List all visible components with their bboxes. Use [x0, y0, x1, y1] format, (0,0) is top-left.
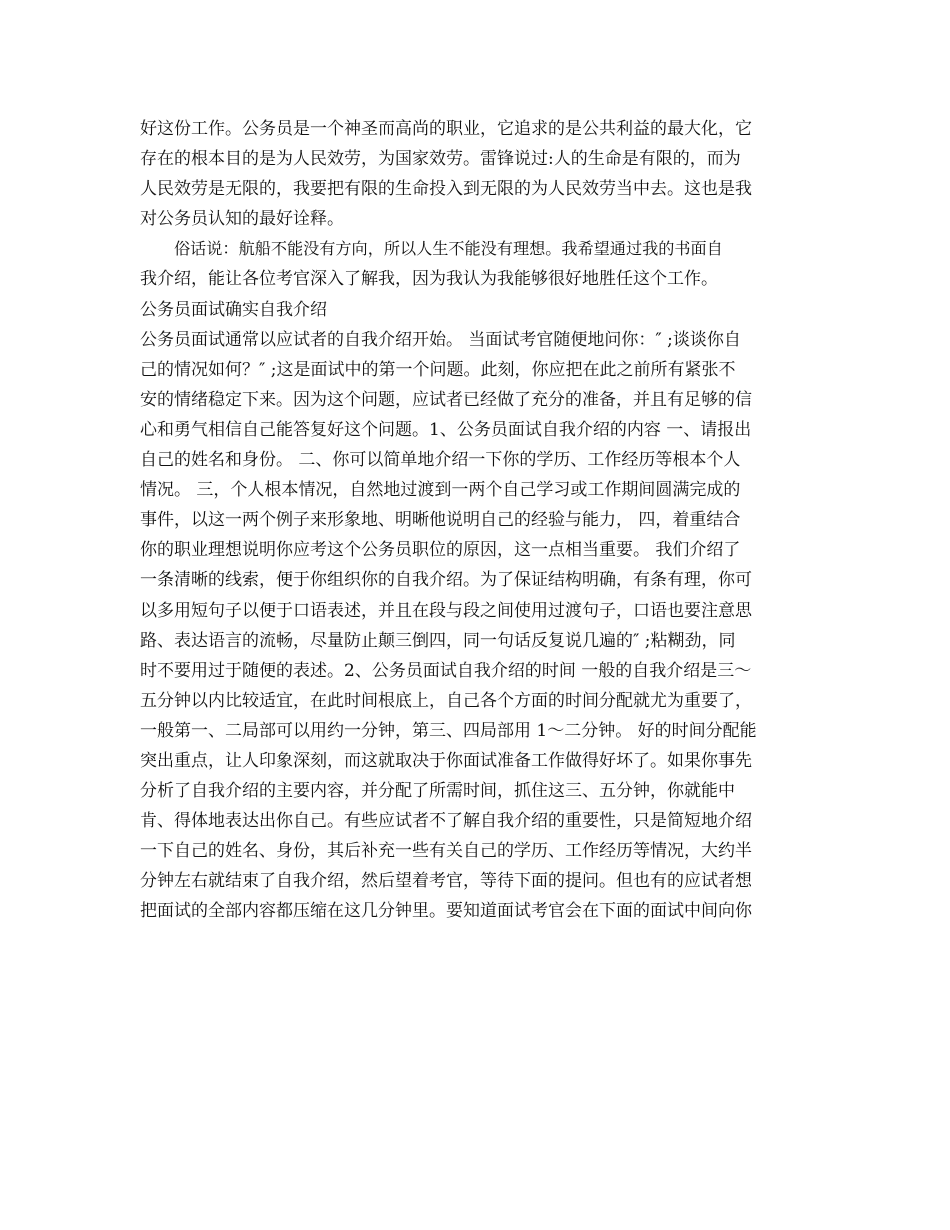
text-line: 存在的根本目的是为人民效劳，为国家效劳。雷锋说过:人的生命是有限的，而为: [140, 149, 741, 170]
text-line: 人民效劳是无限的，我要把有限的生命投入到无限的为人民效劳当中去。这也是我: [140, 179, 752, 200]
text-line: 把面试的全部内容都压缩在这几分钟里。要知道面试考官会在下面的面试中间向你: [140, 901, 752, 922]
text-line: 心和勇气相信自己能答复好这个问题。1、公务员面试自我介绍的内容 一、请报出: [140, 419, 752, 440]
text-line: 以多用短句子以便于口语表述，并且在段与段之间使用过渡句子，口语也要注意思: [140, 600, 752, 621]
text-line: 肯、得体地表达出你自己。有些应试者不了解自我介绍的重要性，只是简短地介绍: [140, 811, 752, 832]
text-line: 你的职业理想说明你应考这个公务员职位的原因，这一点相当重要。 我们介绍了: [140, 540, 741, 561]
text-line: 公务员面试通常以应试者的自我介绍开始。 当面试考官随便地问你：″ ;谈谈你自: [140, 329, 741, 350]
text-line: 安的情绪稳定下来。因为这个问题，应试者已经做了充分的准备，并且有足够的信: [140, 389, 752, 410]
text-line: 分钟左右就结束了自我介绍，然后望着考官，等待下面的提问。但也有的应试者想: [140, 871, 752, 892]
text-line: 路、表达语言的流畅，尽量防止颠三倒四，同一句话反复说几遍的″ ;粘糊劲，同: [140, 630, 736, 651]
text-line: 公务员面试确实自我介绍: [140, 299, 327, 320]
text-line: 事件，以这一两个例子来形象地、明晰他说明自己的经验与能力， 四，着重结合: [140, 510, 741, 531]
text-line: 自己的姓名和身份。 二、你可以简单地介绍一下你的学历、工作经历等根本个人: [140, 450, 741, 471]
text-line: 一般第一、二局部可以用约一分钟，第三、四局部用 1～二分钟。 好的时间分配能: [140, 720, 757, 741]
text-line: 一下自己的姓名、身份，其后补充一些有关自己的学历、工作经历等情况，大约半: [140, 841, 752, 862]
text-line: 对公务员认知的最好诠释。: [140, 209, 344, 230]
text-line: 时不要用过于随便的表述。2、公务员面试自我介绍的时间 一般的自我介绍是三～: [140, 660, 752, 681]
text-line: 好这份工作。公务员是一个神圣而高尚的职业，它追求的是公共利益的最大化，它: [140, 119, 752, 139]
text-line: 俗话说：航船不能没有方向，所以人生不能没有理想。我希望通过我的书面自: [174, 239, 723, 259]
text-line: 分析了自我介绍的主要内容，并分配了所需时间，抓住这三、五分钟，你就能中: [140, 781, 735, 802]
text-line: 情况。 三，个人根本情况，自然地过渡到一两个自己学习或工作期间圆满完成的: [140, 480, 741, 501]
text-line: 己的情况如何？″ ;这是面试中的第一个问题。此刻，你应把在此之前所有紧张不: [140, 359, 736, 380]
text-line: 一条清晰的线索，便于你组织你的自我介绍。为了保证结构明确，有条有理，你可: [140, 570, 752, 591]
text-line: 五分钟以内比较适宜，在此时间根底上，自己各个方面的时间分配就尤为重要了，: [140, 690, 752, 711]
text-line: 我介绍，能让各位考官深入了解我，因为我认为我能够很好地胜任这个工作。: [140, 269, 718, 290]
text-line: 突出重点，让人印象深刻，而这就取决于你面试准备工作做得好坏了。如果你事先: [140, 750, 752, 771]
document-body: [140, 114, 820, 927]
